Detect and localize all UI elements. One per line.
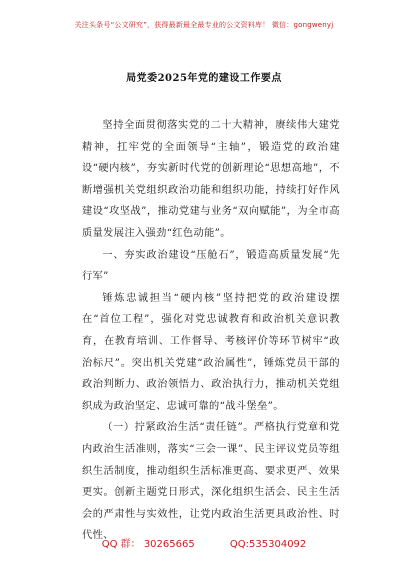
footer-qq: QQ:535304092 [229,539,307,550]
paragraph-subsection-1: （一）拧紧政治生活“责任链”。严格执行党章和党内政治生活准则，落实“三会一课”、民主评议党员等组织生活制度，推动组织生活标准更高、要求更严、效果更实。创新主题党日形式，深化组织生活会、民主生活会的严肃性与实效性，让党内政治生活更具政治性、时代性、 [82,422,340,542]
page-title: 局党委2025年党的建设工作要点 [126,73,282,84]
paragraph-loyalty: 锤炼忠诚担当“硬内核”坚持把党的政治建设摆在“首位工程”，强化对党忠诚教育和政治机关意识教育，在教育培训、工作督导、考核评价等环节树牢“政治标尺”。突出机关党建“政治属性”，锤炼党员干部的政治判断力、政治领悟力、政治执行力，推动机关党组织成为政治坚定、忠诚可靠的“战斗堡垒”。 [82,292,340,412]
section-heading-1: 一、夯实政治建设“压舱石”，锻造高质量发展“先行军” [82,249,340,283]
footer-qq-group: QQ 群： 30265665 [101,539,195,550]
top-banner: 关注头条号“公文研究”，获得最新最全最专业的公文资料库！ 微信：gongwenyj [74,21,334,29]
footer [0,535,408,550]
paragraph-intro: 坚持全面贯彻落实党的二十大精神，赓续伟大建党精神，扛牢党的全面领导“主轴”，锻造党的政治建设“硬内核”，夯实新时代党的创新理论“思想高地”，不断增强机关党组织政治功能和组织功能，持续打好作风建设“攻坚战”，推动党建与业务“双向赋能”，为全市高质量发展注入强劲“红色动能”。 [82,120,340,239]
document-body [82,115,340,547]
